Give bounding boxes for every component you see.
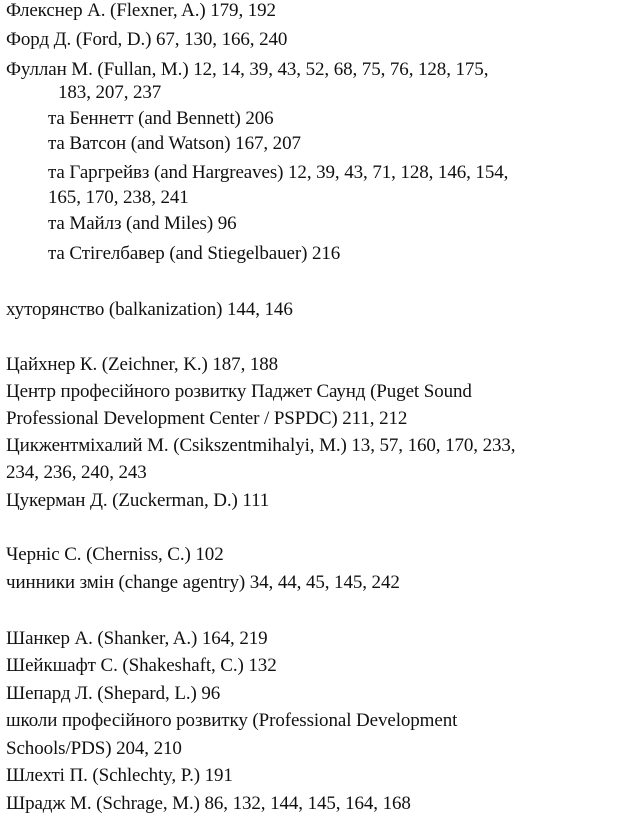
index-entry-shakeshaft: Шейкшафт С. (Shakeshaft, C.) 132 bbox=[6, 655, 277, 676]
index-entry-continuation: 183, 207, 237 bbox=[58, 82, 162, 103]
index-entry-zeichner: Цайхнер К. (Zeichner, K.) 187, 188 bbox=[6, 354, 279, 375]
index-entry-pspdc: Центр професійного розвитку Паджет Саунд (Puget Sound bbox=[6, 381, 472, 402]
index-subentry: та Ватсон (and Watson) 167, 207 bbox=[48, 133, 301, 154]
index-entry-shanker: Шанкер А. (Shanker, A.) 164, 219 bbox=[6, 628, 268, 649]
index-entry-fullan: Фуллан М. (Fullan, M.) 12, 14, 39, 43, 52, 68, 75, 76, 128, 175, bbox=[6, 59, 489, 80]
index-entry-zuckerman: Цукерман Д. (Zuckerman, D.) 111 bbox=[6, 490, 270, 511]
index-entry-cherniss: Черніс С. (Cherniss, C.) 102 bbox=[6, 544, 224, 565]
index-entry-change-agentry: чинники змін (change agentry) 34, 44, 45, 145, 242 bbox=[6, 572, 400, 593]
index-entry-schlechty: Шлехті П. (Schlechty, P.) 191 bbox=[6, 765, 233, 786]
index-entry-continuation: Professional Development Center / PSPDC) 211, 212 bbox=[6, 408, 408, 429]
index-subentry: та Майлз (and Miles) 96 bbox=[48, 213, 237, 234]
index-subentry: та Беннетт (and Bennett) 206 bbox=[48, 108, 274, 129]
index-entry-flexner: Флекснер А. (Flexner, A.) 179, 192 bbox=[6, 0, 276, 21]
index-subentry: та Гаргрейвз (and Hargreaves) 12, 39, 43, 71, 128, 146, 154, bbox=[48, 162, 509, 183]
index-entry-schrage: Шрадж М. (Schrage, M.) 86, 132, 144, 145, 164, 168 bbox=[6, 793, 411, 814]
index-entry-shepard: Шепард Л. (Shepard, L.) 96 bbox=[6, 683, 221, 704]
index-entry-csikszentmihalyi: Цикжентміхалий М. (Csikszentmihalyi, M.) 13, 57, 160, 170, 233, bbox=[6, 435, 516, 456]
index-entry-continuation: 234, 236, 240, 243 bbox=[6, 462, 147, 483]
index-subentry: та Стігелбавер (and Stiegelbauer) 216 bbox=[48, 243, 341, 264]
index-entry-ford: Форд Д. (Ford, D.) 67, 130, 166, 240 bbox=[6, 29, 288, 50]
index-entry-continuation: 165, 170, 238, 241 bbox=[48, 187, 189, 208]
index-entry-balkanization: хуторянство (balkanization) 144, 146 bbox=[6, 299, 293, 320]
index-entry-continuation: Schools/PDS) 204, 210 bbox=[6, 738, 182, 759]
index-entry-pds: школи професійного розвитку (Professional Development bbox=[6, 710, 458, 731]
